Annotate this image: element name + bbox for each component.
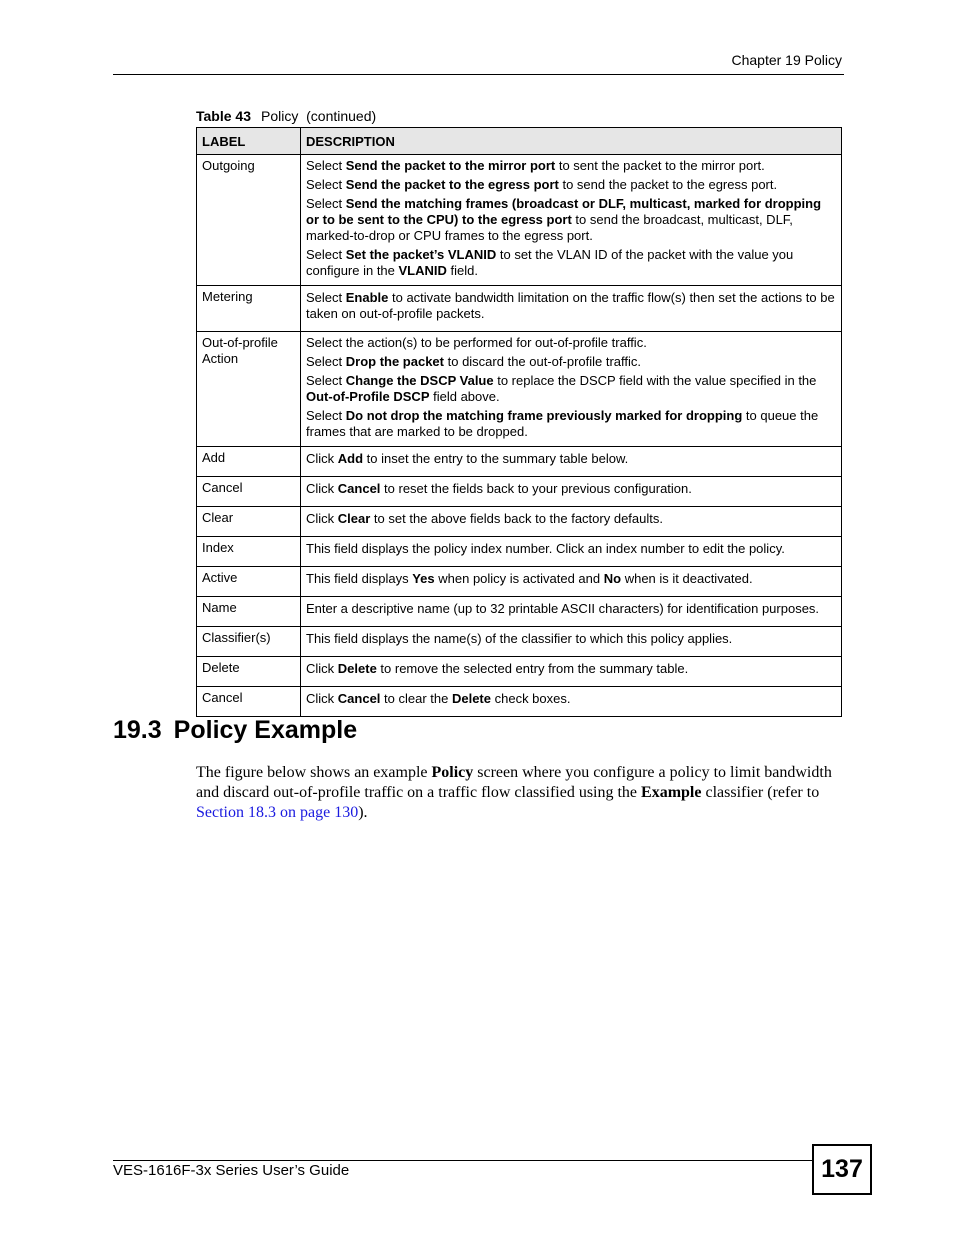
bold-term: Add <box>337 451 364 466</box>
description-paragraph <box>306 511 836 527</box>
row-label: Active <box>197 567 301 597</box>
description-text: Select <box>306 196 346 211</box>
bold-term: Delete <box>451 691 491 706</box>
table-caption-text: Policy (continued) <box>261 108 377 124</box>
table-caption <box>196 108 376 124</box>
row-description <box>301 567 842 597</box>
row-description <box>301 507 842 537</box>
description-text: Select <box>306 158 346 173</box>
description-text: to send the packet to the egress port. <box>558 177 778 192</box>
description-text: to activate bandwidth limitation on the traffic flow(s) then set the actions to be taken on out-of-profile packets. <box>306 290 835 321</box>
table-row <box>197 537 842 567</box>
bold-term: VLANID <box>398 263 447 278</box>
row-label: Delete <box>197 657 301 687</box>
description-paragraph <box>306 631 836 647</box>
description-paragraph <box>306 481 836 497</box>
description-paragraph <box>306 691 836 707</box>
bold-term: Cancel <box>337 481 381 496</box>
paragraph-text-4: ). <box>358 804 368 821</box>
row-description <box>301 477 842 507</box>
section-number: 19.3 <box>113 716 162 744</box>
bold-term: Set the packet’s VLANID <box>345 247 497 262</box>
page-number: 137 <box>812 1144 872 1195</box>
bold-term: Send the packet to the egress port <box>345 177 559 192</box>
bold-term: Clear <box>337 511 371 526</box>
row-label: Name <box>197 597 301 627</box>
description-paragraph <box>306 196 836 244</box>
table-row <box>197 627 842 657</box>
table-body <box>197 155 842 717</box>
bold-term: Enable <box>345 290 389 305</box>
table-row <box>197 332 842 447</box>
paragraph-text-2: screen where you configure a policy to limit bandwidth and discard out-of-profile traffic on a traffic flow classified using the <box>196 764 832 801</box>
table-row <box>197 657 842 687</box>
bold-term: Send the packet to the mirror port <box>345 158 556 173</box>
bold-term: Yes <box>412 571 435 586</box>
paragraph-text-3: classifier (refer to <box>701 784 820 801</box>
row-label: Cancel <box>197 687 301 717</box>
description-paragraph <box>306 335 836 351</box>
row-description <box>301 687 842 717</box>
table-row <box>197 477 842 507</box>
table-row <box>197 447 842 477</box>
description-text: Select <box>306 373 346 388</box>
description-text: Select <box>306 177 346 192</box>
column-header-label: LABEL <box>197 128 301 155</box>
description-text: check boxes. <box>491 691 571 706</box>
description-paragraph <box>306 661 836 677</box>
bold-term: Delete <box>337 661 377 676</box>
table-row <box>197 155 842 286</box>
row-label: Clear <box>197 507 301 537</box>
footer-guide-title: VES-1616F-3x Series User’s Guide <box>113 1162 350 1179</box>
table-caption-number: Table 43 <box>196 108 251 124</box>
description-paragraph <box>306 601 836 617</box>
description-paragraph <box>306 571 836 587</box>
description-paragraph <box>306 290 836 322</box>
row-label: Out-of-profile Action <box>197 332 301 447</box>
row-label: Add <box>197 447 301 477</box>
description-text: Select the action(s) to be performed for out-of-profile traffic. <box>306 335 647 350</box>
description-text: Click <box>306 691 338 706</box>
description-text: field above. <box>429 389 500 404</box>
description-text: to discard the out-of-profile traffic. <box>444 354 642 369</box>
paragraph-text-1: The figure below shows an example <box>196 764 432 781</box>
row-description <box>301 286 842 332</box>
row-description <box>301 155 842 286</box>
row-label: Index <box>197 537 301 567</box>
description-text: to set the above fields back to the factory defaults. <box>370 511 663 526</box>
description-text: to set the VLAN ID of the packet with the value you configure in the <box>306 247 794 278</box>
description-paragraph <box>306 408 836 440</box>
description-text: Select <box>306 290 346 305</box>
bold-term: Change the DSCP Value <box>345 373 494 388</box>
bold-term: No <box>603 571 622 586</box>
row-description <box>301 332 842 447</box>
description-text: Select <box>306 247 346 262</box>
description-text: to replace the DSCP field with the value specified in the <box>493 373 817 388</box>
description-text: to send the broadcast, multicast, DLF, marked-to-drop or CPU frames to the egress port. <box>306 212 793 243</box>
description-text: Click <box>306 481 338 496</box>
column-header-description: DESCRIPTION <box>301 128 842 155</box>
description-text: Select <box>306 354 346 369</box>
table-row <box>197 507 842 537</box>
table-row <box>197 597 842 627</box>
table-row <box>197 567 842 597</box>
footer-divider <box>113 1160 813 1161</box>
description-paragraph <box>306 158 836 174</box>
description-text: when is it deactivated. <box>621 571 753 586</box>
description-paragraph <box>306 373 836 405</box>
description-text: when policy is activated and <box>434 571 604 586</box>
row-label: Cancel <box>197 477 301 507</box>
row-label: Outgoing <box>197 155 301 286</box>
row-description <box>301 447 842 477</box>
row-label: Metering <box>197 286 301 332</box>
description-text: Click <box>306 451 338 466</box>
header-divider <box>113 74 844 75</box>
description-text: to inset the entry to the summary table below. <box>363 451 629 466</box>
description-text: This field displays <box>306 571 413 586</box>
description-text: to queue the frames that are marked to be dropped. <box>306 408 819 439</box>
description-text: to sent the packet to the mirror port. <box>555 158 765 173</box>
table-row <box>197 286 842 332</box>
section-title: Policy Example <box>173 716 358 744</box>
description-text: This field displays the policy index number. Click an index number to edit the policy. <box>306 541 785 556</box>
bold-term: Send the matching frames (broadcast or DLF, multicast, marked for dropping or to be sent to the CPU) to the egress port <box>306 196 822 227</box>
row-description <box>301 657 842 687</box>
table-row <box>197 687 842 717</box>
description-paragraph <box>306 247 836 279</box>
bold-term: Cancel <box>337 691 381 706</box>
paragraph-bold-example: Example <box>641 784 702 801</box>
section-paragraph <box>196 763 836 823</box>
description-paragraph <box>306 541 836 557</box>
description-text: field. <box>446 263 478 278</box>
description-text: to remove the selected entry from the summary table. <box>376 661 689 676</box>
table-header-row <box>197 128 842 155</box>
description-text: This field displays the name(s) of the classifier to which this policy applies. <box>306 631 733 646</box>
chapter-header: Chapter 19 Policy <box>731 52 842 68</box>
description-text: Click <box>306 511 338 526</box>
row-label: Classifier(s) <box>197 627 301 657</box>
row-description <box>301 537 842 567</box>
description-paragraph <box>306 354 836 370</box>
bold-term: Do not drop the matching frame previously marked for dropping <box>345 408 743 423</box>
row-description <box>301 627 842 657</box>
paragraph-bold-policy: Policy <box>431 764 474 781</box>
description-paragraph <box>306 451 836 467</box>
policy-table <box>196 127 842 717</box>
section-heading <box>113 716 357 745</box>
description-text: Select <box>306 408 346 423</box>
bold-term: Drop the packet <box>345 354 444 369</box>
description-text: Click <box>306 661 338 676</box>
bold-term: Out-of-Profile DSCP <box>306 389 430 404</box>
description-text: to reset the fields back to your previous configuration. <box>380 481 692 496</box>
section-reference-link[interactable]: Section 18.3 on page 130 <box>196 804 359 821</box>
row-description <box>301 597 842 627</box>
description-text: to clear the <box>380 691 452 706</box>
description-paragraph <box>306 177 836 193</box>
description-text: Enter a descriptive name (up to 32 printable ASCII characters) for identification purposes. <box>306 601 820 616</box>
